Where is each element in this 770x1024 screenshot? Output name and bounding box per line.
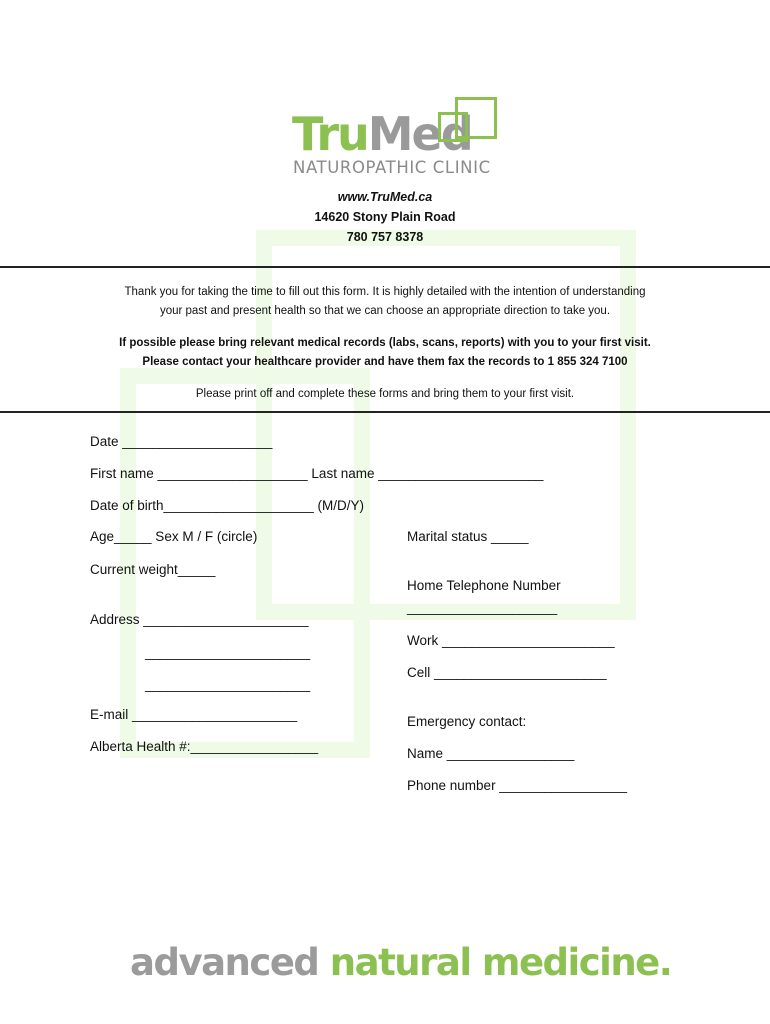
emergency-name-field[interactable]: Name _________________ [407,746,575,761]
address-field-line-1[interactable]: Address ______________________ [90,612,309,627]
clinic-address: 14620 Stony Plain Road [314,210,456,224]
name-fields[interactable]: First name ____________________ Last name ______________________ [90,466,544,481]
logo-word-med: Med [367,107,472,161]
tagline-advanced: advanced [130,941,330,984]
top-divider [0,266,770,268]
intro-line-1: Thank you for taking the time to fill out this form. It is highly detailed with the intention of understanding [124,286,646,298]
alberta-health-field[interactable]: Alberta Health #:_________________ [90,739,319,754]
address-field-line-2[interactable]: ______________________ [145,645,311,660]
address-field-line-3[interactable]: ______________________ [145,677,311,692]
intro-line-2: your past and present health so that we can choose an appropriate direction to take you. [159,305,611,317]
logo-subtitle: NATUROPATHIC CLINIC [293,158,491,177]
age-sex-field[interactable]: Age_____ Sex M / F (circle) [90,529,258,544]
home-phone-field[interactable]: ____________________ [407,600,558,615]
clinic-phone: 780 757 8378 [346,230,424,244]
work-phone-field[interactable]: Work _______________________ [407,633,615,648]
marital-status-field[interactable]: Marital status _____ [407,529,529,544]
home-phone-label: Home Telephone Number [407,578,561,593]
logo-square-inner [438,112,468,142]
logo-word-tru: Tru [292,107,368,161]
cell-phone-field[interactable]: Cell _______________________ [407,665,607,680]
footer-tagline [130,941,671,984]
emergency-contact-label: Emergency contact: [407,714,527,729]
tagline-natural-medicine: natural medicine. [329,941,672,984]
records-note-1: If possible please bring relevant medical records (labs, scans, reports) with you to your first visit. [119,337,651,349]
bottom-divider [0,411,770,413]
clinic-website[interactable]: www.TruMed.ca [337,190,433,204]
email-field[interactable]: E-mail ______________________ [90,707,298,722]
current-weight-field[interactable]: Current weight_____ [90,562,216,577]
emergency-phone-field[interactable]: Phone number _________________ [407,778,627,793]
records-note-2: Please contact your healthcare provider and have them fax the records to 1 855 324 7100 [142,356,628,368]
date-field[interactable]: Date ____________________ [90,434,273,449]
print-note: Please print off and complete these forms and bring them to your first visit. [195,388,575,400]
date-of-birth-field[interactable]: Date of birth____________________ (M/D/Y) [90,498,364,513]
